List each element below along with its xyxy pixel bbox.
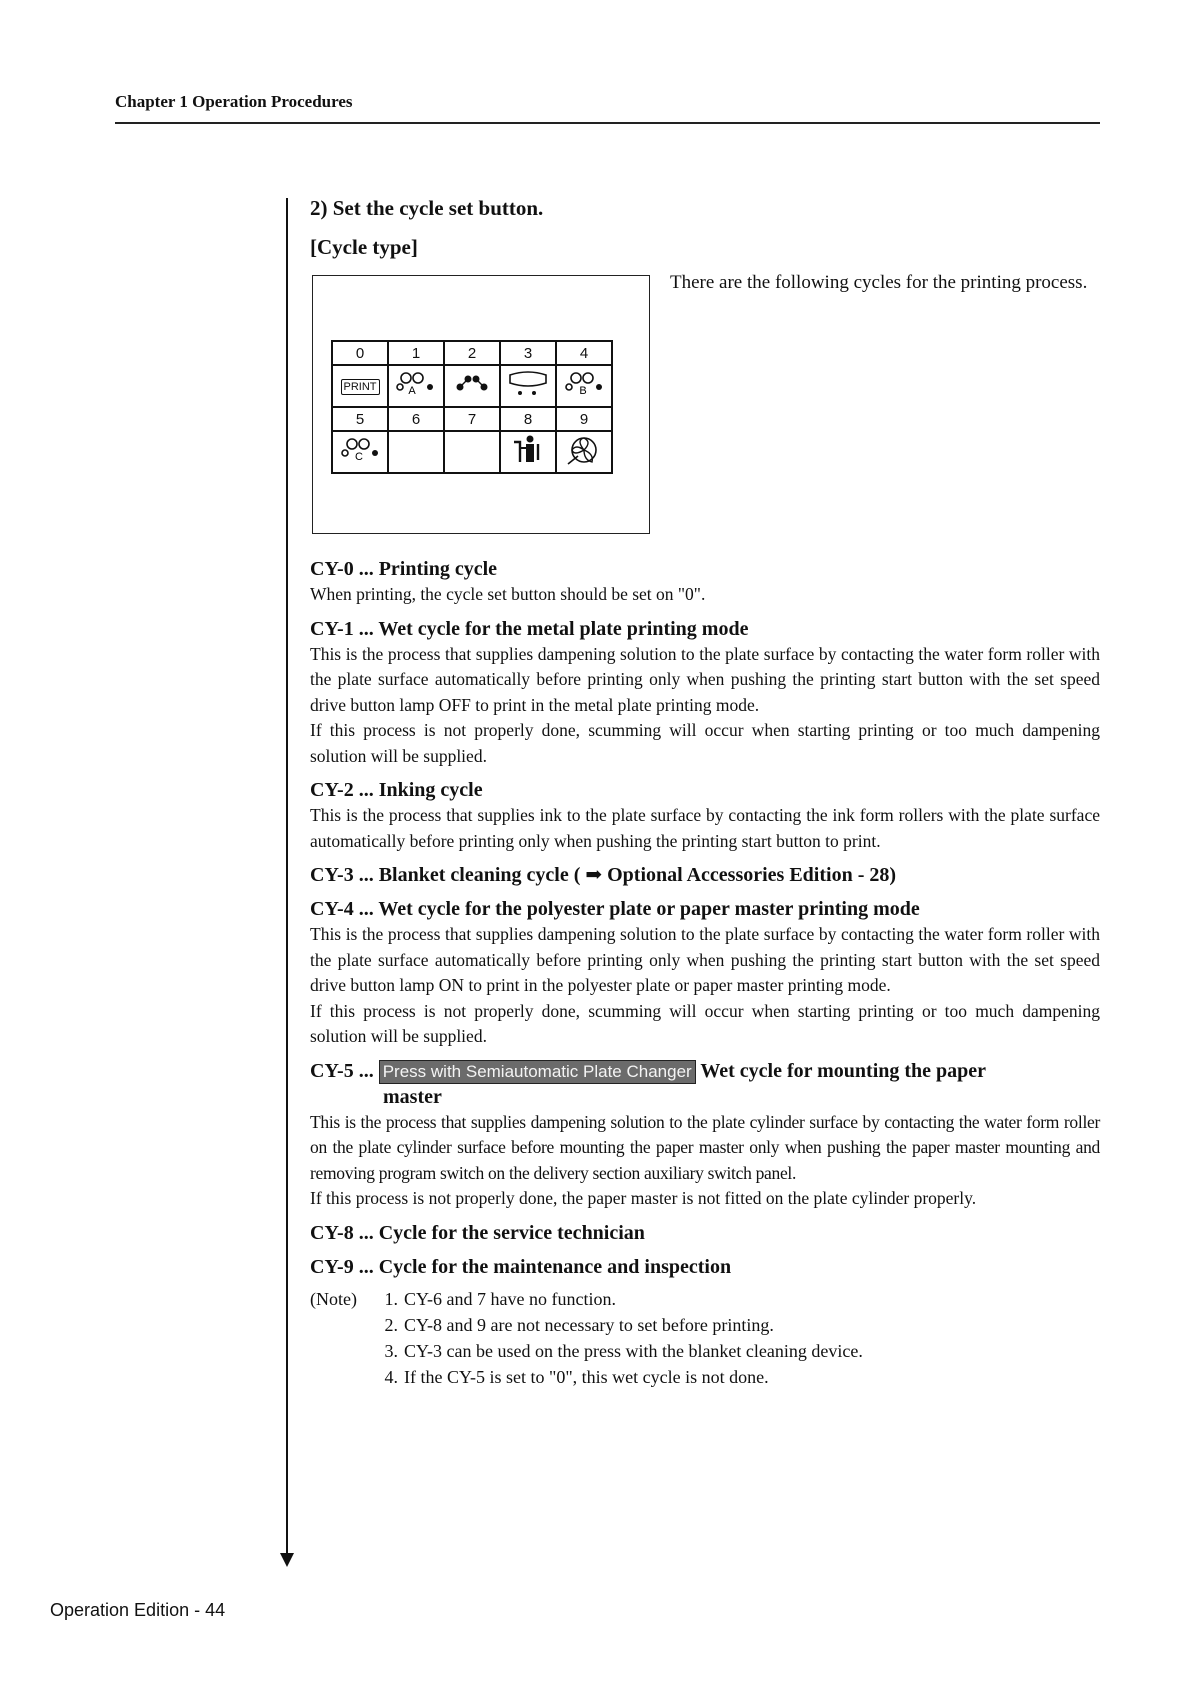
note-item <box>310 1286 1100 1312</box>
chapter-header: Chapter 1 Operation Procedures <box>115 92 353 111</box>
rollers-b-icon <box>562 369 606 399</box>
empty-cycle-cell <box>388 431 444 473</box>
cy5-warning: If this process is not properly done, the paper master is not fitted on the plate cylinder properly. <box>310 1188 977 1208</box>
note-item <box>310 1338 1100 1364</box>
intro-text: There are the following cycles for the printing process. <box>670 272 1088 293</box>
cy8-heading: CY-8 ... Cycle for the service technician <box>310 1221 645 1244</box>
wet-cycle-a-icon <box>388 365 444 407</box>
wet-cycle-b-icon <box>556 365 612 407</box>
note-text: CY-8 and 9 are not necessary to set before printing. <box>404 1314 774 1335</box>
note-text: If the CY-5 is set to "0", this wet cycle is not done. <box>404 1366 769 1387</box>
note-number: 3. <box>384 1340 398 1361</box>
cycle-number: 0 <box>332 341 388 365</box>
cy3-heading <box>310 862 1100 888</box>
note-item <box>310 1312 1100 1338</box>
note-text: CY-3 can be used on the press with the blanket cleaning device. <box>404 1340 863 1361</box>
page-footer: Operation Edition - 44 <box>50 1600 226 1620</box>
print-icon <box>332 365 388 407</box>
cy2-heading: CY-2 ... Inking cycle <box>310 779 483 801</box>
rollers-a-icon <box>394 369 438 399</box>
header-rule <box>115 122 1100 124</box>
cy5-prefix: CY-5 ... <box>310 1059 374 1082</box>
wet-cycle-c-icon <box>332 431 388 473</box>
cycle-number: 6 <box>388 407 444 431</box>
cy0-heading: CY-0 ... Printing cycle <box>310 558 498 580</box>
cy5-text: This is the process that supplies dampening solution to the plate cylinder surface by contacting the water form roller on the plate cylinder surface before mounting the paper master only when pushing the paper master mounting and removing program switch on the delivery section auxiliary switch panel. <box>310 1111 1100 1183</box>
service-technician-icon <box>500 431 556 473</box>
cy2-text: This is the process that supplies ink to the plate surface by contacting the ink form rollers with the plate surface automatically before printing only when pushing the printing start button to print. <box>310 805 1100 851</box>
maintenance-icon <box>556 431 612 473</box>
cy0-text: When printing, the cycle set button should be set on "0". <box>310 584 706 604</box>
notes-list <box>310 1286 1100 1390</box>
step-flow-arrow <box>280 1553 294 1567</box>
cy3-reference: Optional Accessories Edition - 28) <box>602 864 897 886</box>
cycle-number: 9 <box>556 407 612 431</box>
cycle-number: 3 <box>500 341 556 365</box>
cy4-warning: If this process is not properly done, scumming will occur when starting printing or too much dampening solution will be supplied. <box>310 1000 1100 1046</box>
cy3-title: CY-3 ... Blanket cleaning cycle ( <box>310 864 581 886</box>
cy1-text: This is the process that supplies dampening solution to the plate surface by contacting the water form roller with the plate surface automatically before printing only when pushing the printing start button with the set speed drive button lamp OFF to print in the metal plate printing mode. <box>310 643 1100 715</box>
cycle-number: 4 <box>556 341 612 365</box>
cycle-number: 5 <box>332 407 388 431</box>
cy1-heading: CY-1 ... Wet cycle for the metal plate printing mode <box>310 617 749 640</box>
step-title: 2) Set the cycle set button. <box>310 196 544 220</box>
technician-icon <box>506 434 550 466</box>
cycle-number: 8 <box>500 407 556 431</box>
note-number: 2. <box>384 1314 398 1335</box>
print-icon-label: PRINT <box>341 379 380 395</box>
svg-text:B: B <box>579 384 587 397</box>
blanket-cleaning-icon <box>500 365 556 407</box>
cycle-number: 2 <box>444 341 500 365</box>
cycle-selector-panel <box>331 340 613 474</box>
cy1-warning: If this process is not properly done, scumming will occur when starting printing or too much dampening solution will be supplied. <box>310 720 1100 766</box>
note-number: 1. <box>384 1288 398 1309</box>
cycle-number: 7 <box>444 407 500 431</box>
fan-icon <box>562 434 606 466</box>
inking-icon <box>444 365 500 407</box>
cy9-heading: CY-9 ... Cycle for the maintenance and inspection <box>310 1255 732 1278</box>
cy5-title-cont: master <box>383 1085 442 1108</box>
svg-text:C: C <box>355 450 363 463</box>
cy4-heading: CY-4 ... Wet cycle for the polyester plate or paper master printing mode <box>310 898 920 920</box>
cycle-type-heading: [Cycle type] <box>310 235 418 259</box>
blanket-wash-icon <box>506 369 550 399</box>
note-item <box>310 1364 1100 1390</box>
semiautomatic-plate-changer-badge: Press with Semiautomatic Plate Changer <box>379 1060 696 1084</box>
cy5-heading <box>310 1058 1100 1110</box>
note-number: 4. <box>384 1366 398 1387</box>
ink-rollers-icon <box>450 369 494 399</box>
arrow-right-icon: ➡ <box>585 864 603 886</box>
cycle-descriptions <box>310 556 1100 1390</box>
note-lead: (Note) <box>310 1288 357 1309</box>
cy4-text: This is the process that supplies dampening solution to the plate surface by contacting the water form roller with the plate surface automatically before printing only when pushing the printing start button with the set speed drive button lamp ON to print in the polyester plate or paper master printing mode. <box>310 924 1100 995</box>
empty-cycle-cell <box>444 431 500 473</box>
cycle-number: 1 <box>388 341 444 365</box>
step-flow-line <box>286 198 288 1560</box>
note-text: CY-6 and 7 have no function. <box>404 1288 616 1309</box>
svg-text:A: A <box>408 384 416 397</box>
rollers-c-icon <box>338 435 382 465</box>
cy5-title: Wet cycle for mounting the paper <box>695 1059 987 1082</box>
